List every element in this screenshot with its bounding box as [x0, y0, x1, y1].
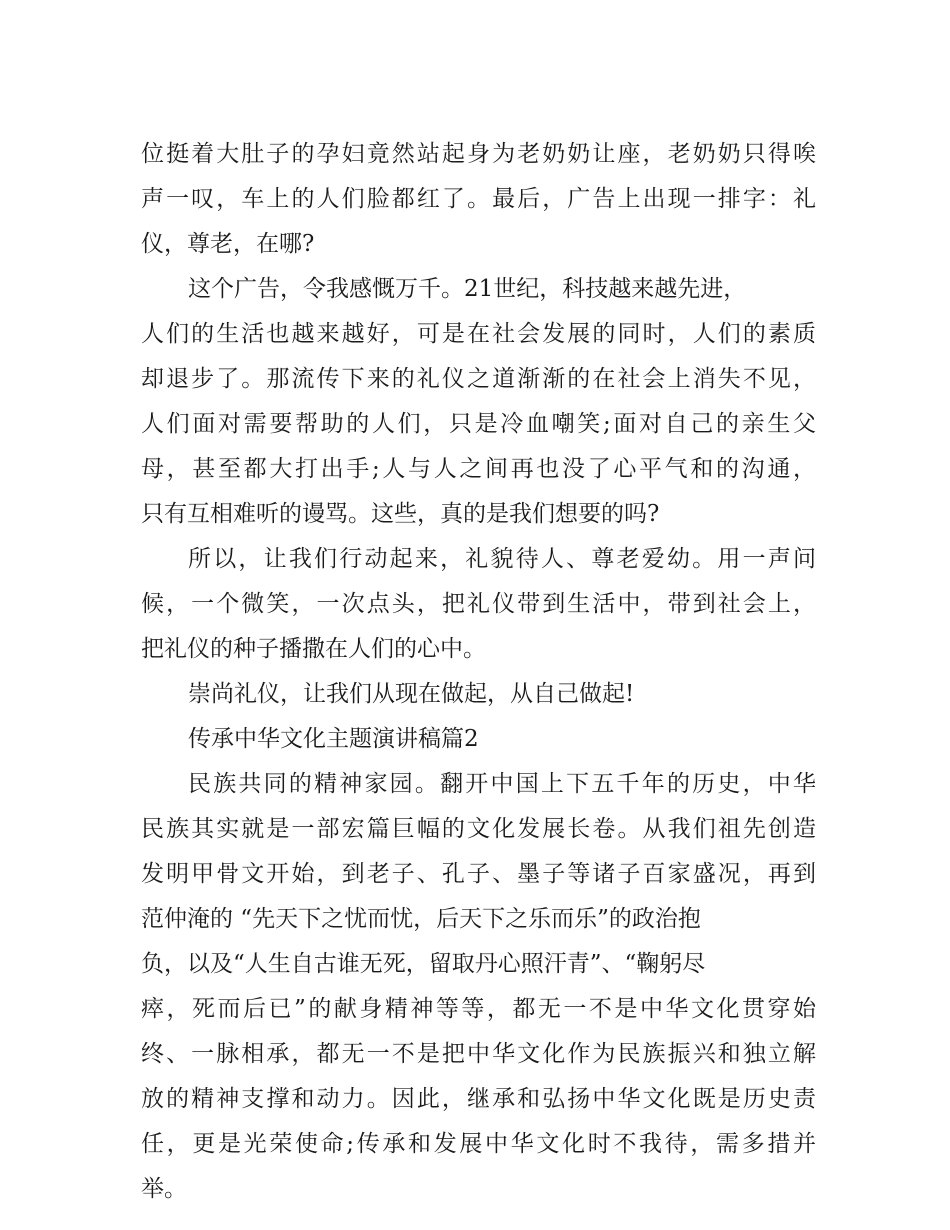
text-line: 把礼仪的种子播撒在人们的心中。 — [141, 636, 486, 662]
text-line: 瘁，死而后已”的献身精神等等，都无一不是中华文化贯穿始 — [141, 996, 816, 1022]
text-line: 终、一脉相承，都无一不是把中华文化作为民族振兴和独立解 — [141, 1041, 816, 1067]
text-line: 负，以及“人生自古谁无死，留取丹心照汗青”、“鞠躬尽 — [141, 951, 706, 977]
document-body — [141, 132, 816, 1212]
text-line: 母，甚至都大打出手;人与人之间再也没了心平气和的沟通， — [141, 456, 816, 482]
text-line: 所以，让我们行动起来，礼貌待人、尊老爱幼。用一声问 — [188, 546, 816, 572]
text-line: 人们面对需要帮助的人们，只是冷血嘲笑;面对自己的亲生父 — [141, 411, 816, 437]
text-line: 人们的生活也越来越好，可是在社会发展的同时，人们的素质 — [141, 321, 816, 347]
text-line: 声一叹，车上的人们脸都红了。最后，广告上出现一排字：礼 — [141, 186, 816, 212]
text-line: 举。 — [141, 1176, 187, 1202]
section-heading: 传承中华文化主题演讲稿篇2 — [188, 726, 479, 752]
text-line: 放的精神支撑和动力。因此，继承和弘扬中华文化既是历史责 — [141, 1086, 816, 1112]
text-line: 民族共同的精神家园。翻开中国上下五千年的历史，中华 — [188, 771, 816, 797]
text-line: 范仲淹的 “先天下之忧而忧，后天下之乐而乐”的政治抱 — [141, 906, 701, 932]
text-line: 任，更是光荣使命;传承和发展中华文化时不我待，需多措并 — [141, 1131, 816, 1157]
text-line: 只有互相难听的谩骂。这些，真的是我们想要的吗? — [141, 501, 660, 527]
text-line: 发明甲骨文开始，到老子、孔子、墨子等诸子百家盛况，再到 — [141, 861, 816, 887]
text-line: 仪，尊老，在哪? — [141, 231, 315, 257]
text-line: 民族其实就是一部宏篇巨幅的文化发展长卷。从我们祖先创造 — [141, 816, 816, 842]
text-line: 这个广告，令我感慨万千。21世纪，科技越来越先进， — [188, 276, 747, 302]
text-line: 候，一个微笑，一次点头，把礼仪带到生活中，带到社会上， — [141, 591, 816, 617]
text-line: 崇尚礼仪，让我们从现在做起，从自己做起! — [188, 681, 635, 707]
text-line: 位挺着大肚子的孕妇竟然站起身为老奶奶让座，老奶奶只得唉 — [141, 141, 816, 167]
text-line: 却退步了。那流传下来的礼仪之道渐渐的在社会上消失不见， — [141, 366, 816, 392]
